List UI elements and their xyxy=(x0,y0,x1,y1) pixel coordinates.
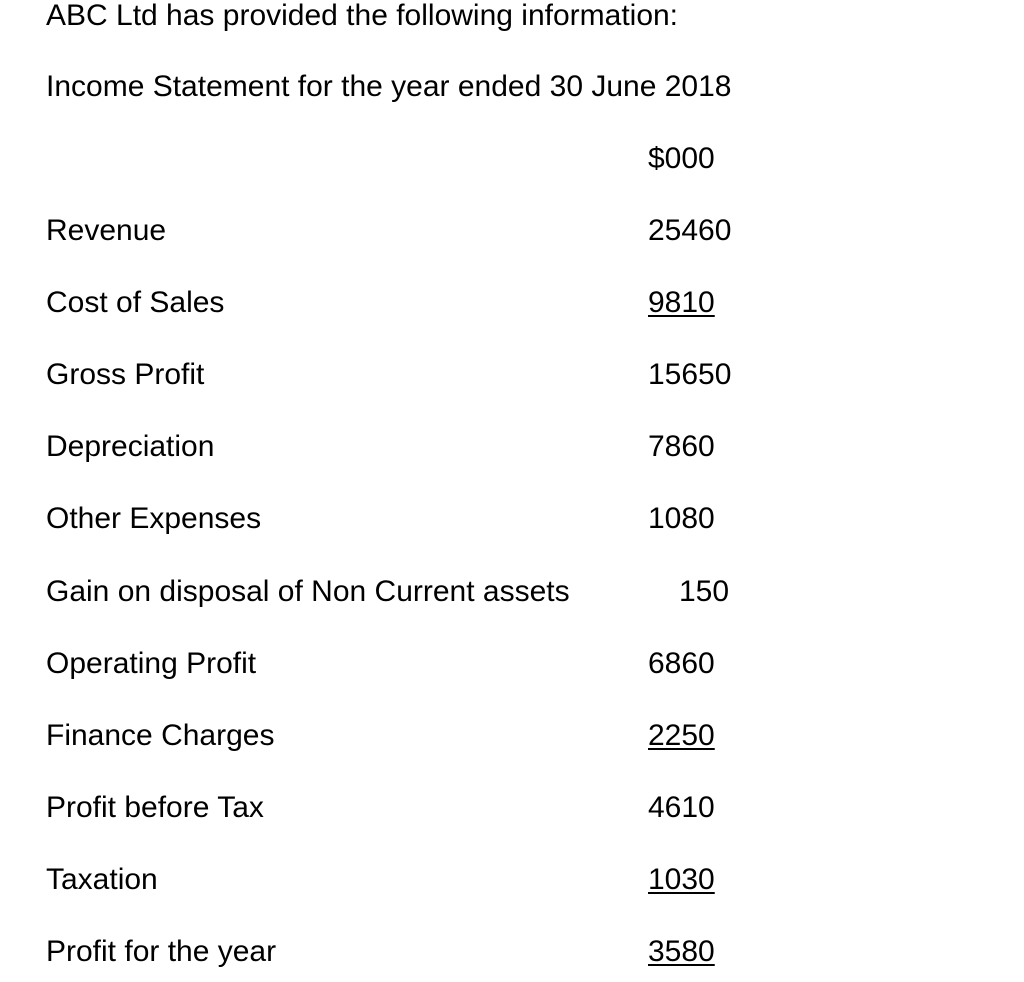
row-label: Operating Profit xyxy=(46,647,257,680)
row-label: Gain on disposal of Non Current assets xyxy=(46,575,570,608)
row-profit-for-year xyxy=(0,934,1024,970)
row-value: 7860 xyxy=(648,430,715,463)
row-value: 4610 xyxy=(648,791,715,824)
row-cost-of-sales xyxy=(0,285,1024,321)
row-label: Revenue xyxy=(46,214,167,247)
row-label: Cost of Sales xyxy=(46,286,225,319)
intro-text: ABC Ltd has provided the following information: xyxy=(46,0,679,32)
row-label: Finance Charges xyxy=(46,719,275,752)
row-value: 1080 xyxy=(648,502,715,535)
row-label: Taxation xyxy=(46,863,158,896)
row-label: Other Expenses xyxy=(46,502,262,535)
row-value: 15650 xyxy=(648,358,732,391)
row-label: Gross Profit xyxy=(46,358,205,391)
row-label: Depreciation xyxy=(46,430,215,463)
row-value: 9810 xyxy=(648,286,715,319)
row-finance-charges xyxy=(0,718,1024,754)
row-value: 150 xyxy=(679,575,730,608)
row-gain-on-disposal xyxy=(0,574,1024,610)
row-label: Profit before Tax xyxy=(46,791,264,824)
row-value: 3580 xyxy=(648,935,715,968)
row-operating-profit xyxy=(0,646,1024,682)
row-value: 1030 xyxy=(648,863,715,896)
row-value: 6860 xyxy=(648,647,715,680)
row-value: 25460 xyxy=(648,214,732,247)
row-revenue xyxy=(0,213,1024,249)
row-gross-profit xyxy=(0,357,1024,393)
row-profit-before-tax xyxy=(0,790,1024,826)
currency-header: $000 xyxy=(648,142,715,175)
row-value: 2250 xyxy=(648,719,715,752)
row-other-expenses xyxy=(0,501,1024,537)
statement-title: Income Statement for the year ended 30 June 2018 xyxy=(46,70,732,103)
row-label: Profit for the year xyxy=(46,935,277,968)
row-taxation xyxy=(0,862,1024,898)
row-depreciation xyxy=(0,429,1024,465)
